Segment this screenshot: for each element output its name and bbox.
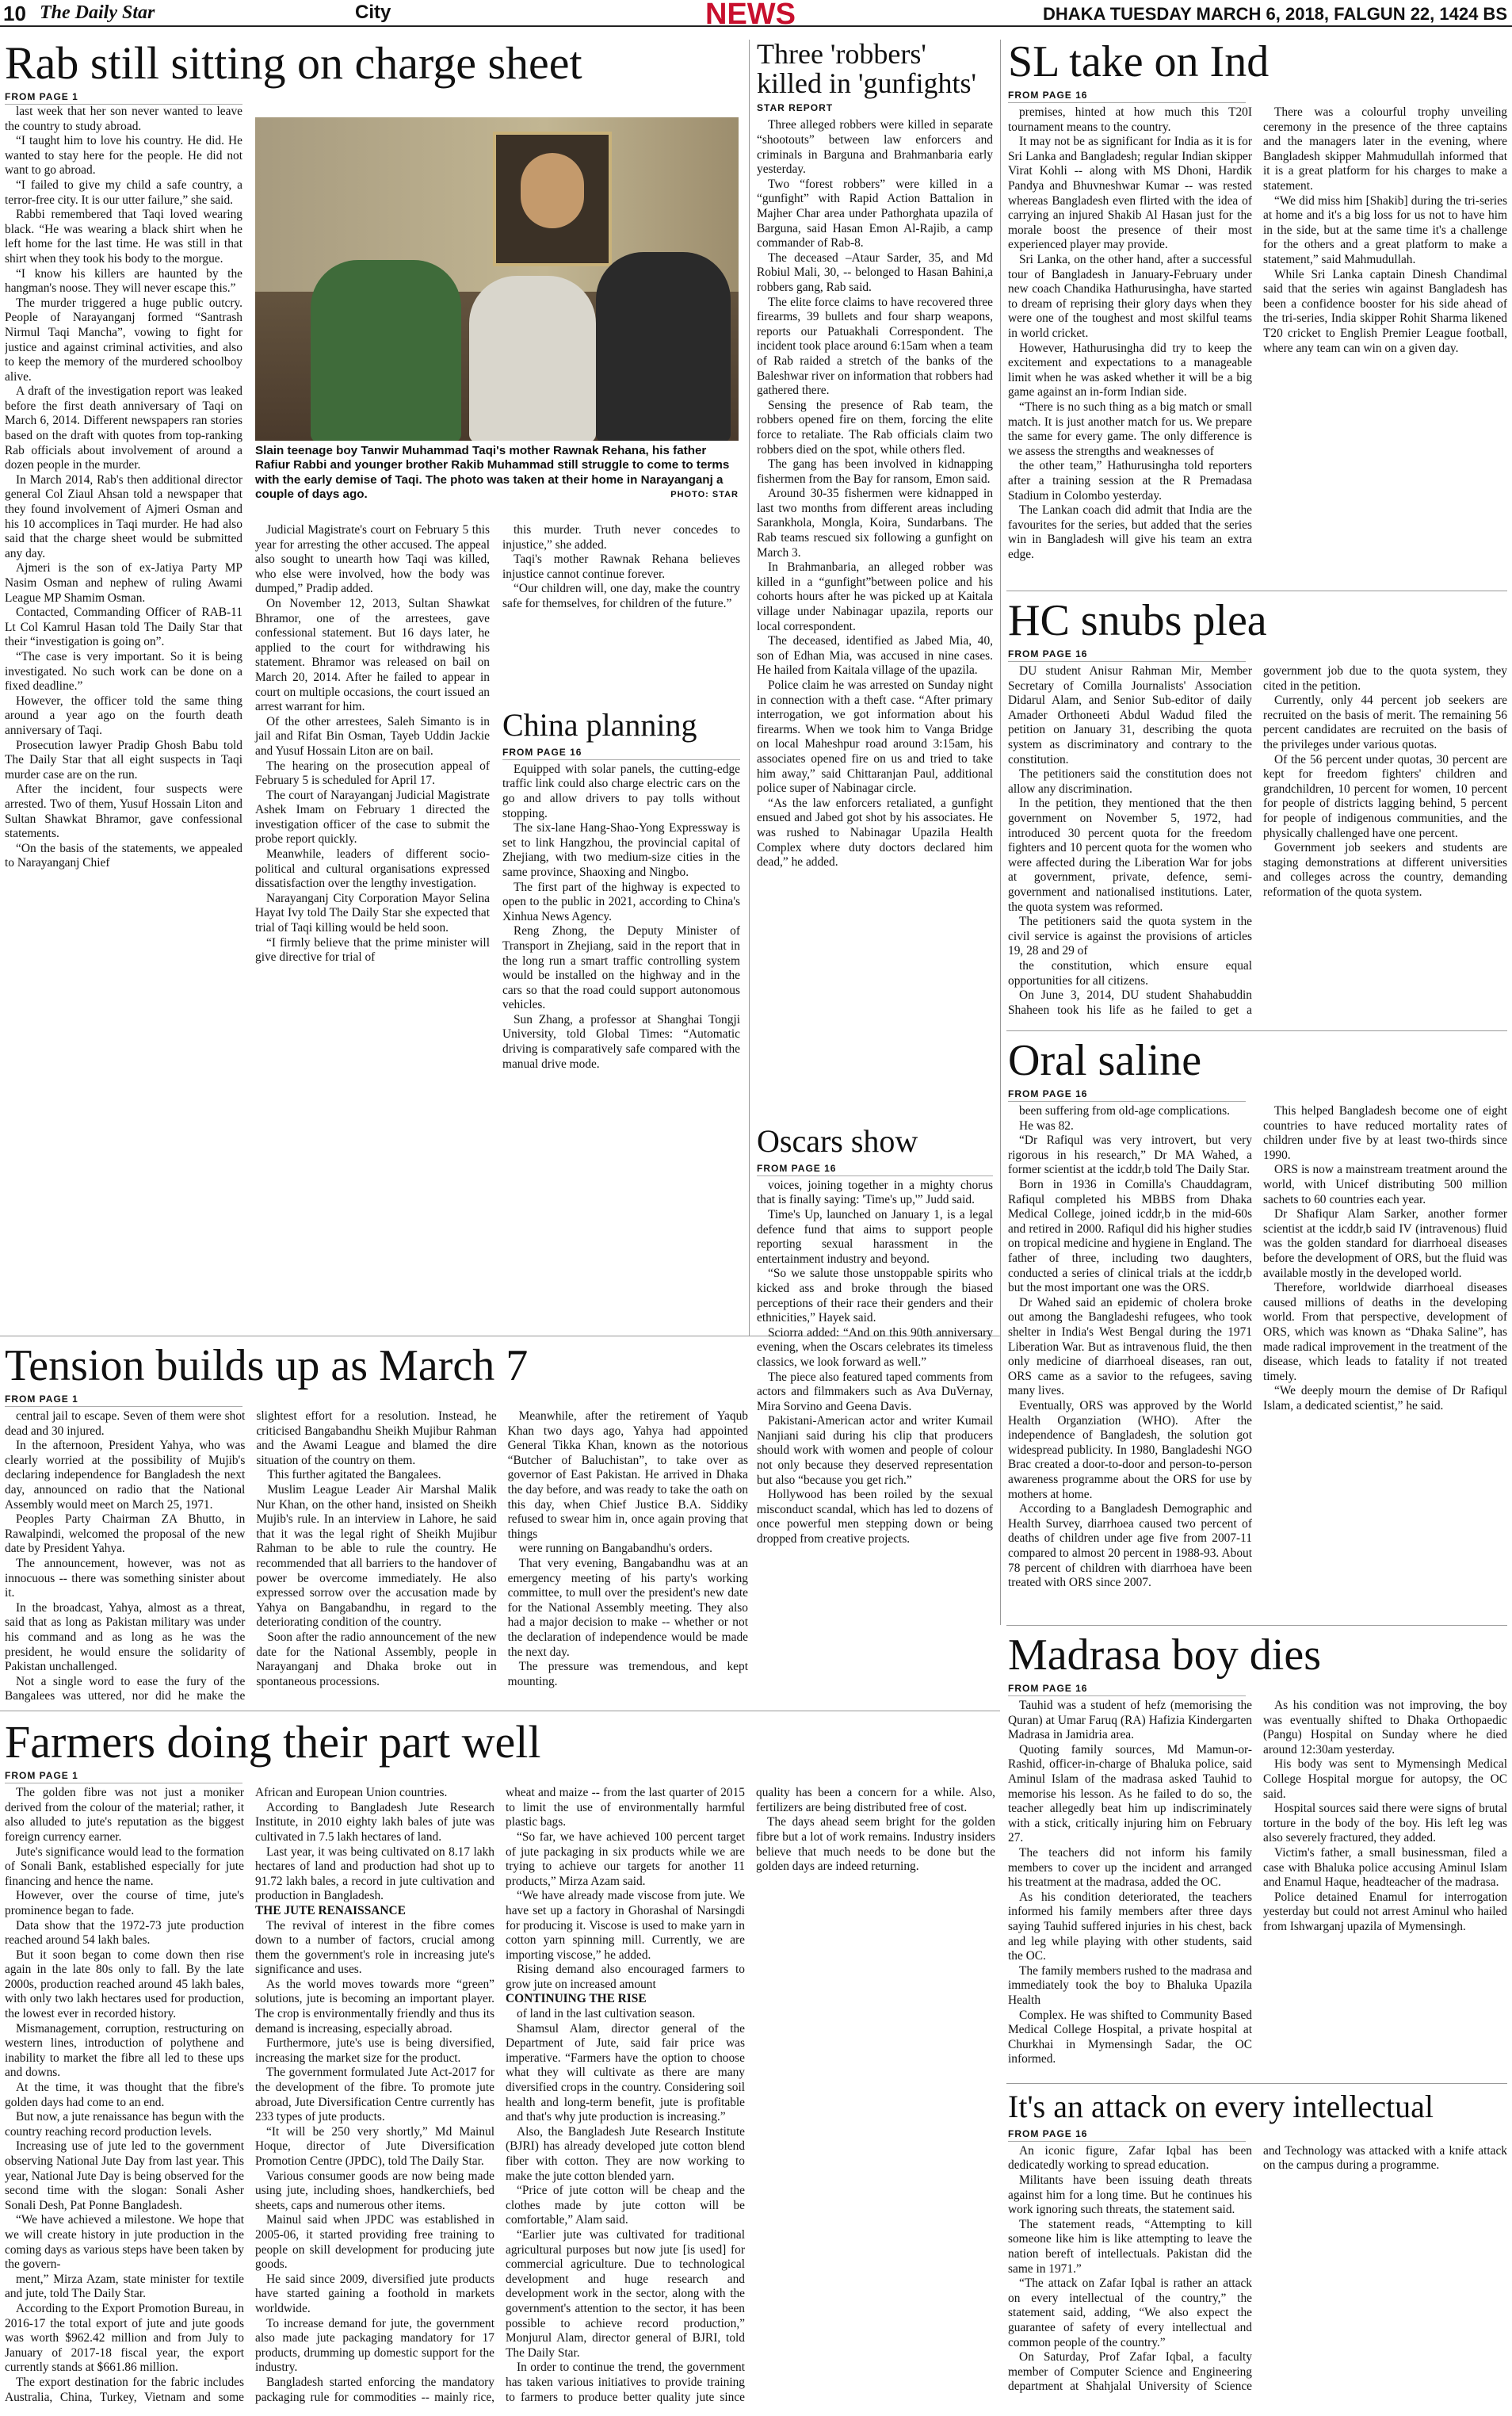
family-photo: [255, 117, 739, 441]
story-column: [502, 523, 740, 729]
row-rule: [1006, 1625, 1507, 1626]
paragraph: Rising demand also encouraged farmers to grow jute on increased amount: [506, 1963, 745, 1991]
paragraph: As his condition deteriorated, the teachers informed his family members after three days saying Tauhid suffered injuries in his chest, back and leg while playing with other students, said the OC.: [1008, 1890, 1252, 1963]
paragraph: However, over the course of time, jute's prominence began to fade.: [5, 1889, 244, 1917]
paragraph: Quoting family sources, Md Mamun-or-Rashid, officer-in-charge of Bhaluka police, said Aminul Islam of the madrasa asked Tauhid to memorise his lesson. As he failed to do so, the teacher allegedly beat him up indiscriminately with a stick, critically injuring him on February 27.: [1008, 1742, 1252, 1845]
paragraph: “We deeply mourn the demise of Dr Rafiqul Islam, a dedicated scientist,” he said.: [1263, 1384, 1507, 1413]
kicker: FROM PAGE 1: [5, 1393, 242, 1407]
paragraph: In March 2014, Rab's then additional director general Col Ziaul Ahsan told a newspaper that they found involvement of Ajmeri Osman and his 10 accomplices in Taqi murder. He had also said that the charge sheet would be submitted any day.: [5, 472, 242, 560]
paragraph: But it soon began to come down then rise again in the late 80s only to fall. By the late 2000s, production reached around 45 lakh bales, with only two lakh hectares used for production, the lowest ever in recorded history.: [5, 1948, 244, 2021]
paragraph: The piece also featured taped comments from actors and filmmakers such as Ava DuVernay, Mira Sorvino and Geena Davis.: [757, 1370, 993, 1413]
paragraph: Ajmeri is the son of ex-Jatiya Party MP Nasim Osman and nephew of ruling Awami League MP Shamim Osman.: [5, 561, 242, 605]
paragraph: On June 3, 2014, DU student Shahabuddin Shaheen took his life as he failed to get a government job due to the quota system, they cited in the petition.: [1008, 664, 1507, 1017]
kicker: FROM PAGE 16: [1008, 1088, 1246, 1102]
paragraph: Time's Up, launched on January 1, is a legal defence fund that aims to support people reporting sexual harassment in the entertainment industry and beyond.: [757, 1207, 993, 1266]
paragraph: In the petition, they mentioned that the then government on November 5, 1972, had introduced 30 percent quota for the freedom fighters and 10 percent quota for the women who were affected during the Liberation War for jobs at government, private, defence, semi-government and nationalised institutions. Later, the quota system was reformed.: [1008, 797, 1252, 914]
paragraph: “The case is very important. So it is being investigated. No such work can be done on a fixed deadline.”: [5, 649, 242, 694]
paragraph: The murder triggered a huge public outcry. People of Narayanganj formed “Santrash Nirmul Taqi Mancha”, vowing to fight for justice and against criminal activities, and also to keep the memory of the murdered schoolboy alive.: [5, 296, 242, 384]
headline: China planning: [502, 709, 697, 743]
paragraph: The Lankan coach did admit that India are the favourites for the series, but added that the series win in Bangladesh will give his team an extra edge.: [1008, 503, 1252, 561]
paragraph: “There is no such thing as a big match or small match. It is just another match for us. We prepare the same for every game. The only difference is we assess the strengths and weaknesses of: [1008, 399, 1252, 458]
paragraph: ment,” Mirza Azam, state minister for textile and jute, told The Daily Star.: [5, 2272, 244, 2301]
row-rule: [1006, 1030, 1507, 1031]
paragraph: Contacted, Commanding Officer of RAB-11 Lt Col Kamrul Hasan told The Daily Star that their “investigation is going on”.: [5, 606, 242, 649]
paragraph: DU student Anisur Rahman Mir, Member Secretary of Comilla Journalists' Association Didarul Alam, and Senior Sub-editor of daily Amader Orthoneeti Abdul Wadud filed the petition on January 31, describing the quota system as discriminatory and contrary to the constitution.: [1008, 664, 1252, 766]
paragraph: Hospital sources said there were signs of brutal torture in the body of the boy. His left leg was also severely fractured, they added.: [1263, 1802, 1507, 1845]
paragraph: Born in 1936 in Comilla's Chauddagram, Rafiqul completed his MBBS from Dhaka Medical College, joined icddr,b in the mid-60s and retired in 2000. Rafiqul did his higher studies on tropical medicine and hygiene in England. The father of three, including two daughters, conducted a series of clinical trials at the icddr,b but the most important one was the ORS.: [1008, 1178, 1252, 1295]
paragraph: Sri Lanka, on the other hand, after a successful tour of Bangladesh in January-February under new coach Chandika Hathurusingha, have started to dream of reprising their glory days when they were one of the toughest and most skilful teams in world cricket.: [1008, 253, 1252, 341]
story-tension: [5, 1344, 748, 1708]
paragraph: Dr Shafiqur Alam Sarker, another former scientist at the icddr,b said IV (intravenous) fluid was the golden standard for diarrhoeal diseases before the development of ORS, but the fluid was available mostly in the developed world.: [1263, 1207, 1507, 1280]
paragraph: “The attack on Zafar Iqbal is rather an attack on every intellectual of the country,” the statement said, adding, “We also expect the guarantee of safety of every intellectual and common people of the country.”: [1008, 2276, 1252, 2349]
page-number: 10: [3, 2, 26, 25]
story-hc: [1008, 598, 1507, 1026]
paragraph: A draft of the investigation report was leaked before the first death anniversary of Taqi on March 6, 2014. Different newspapers ran stories based on the draft with quotes from top-ranking Rab officials about involvement of around a dozen people in the murder.: [5, 384, 242, 472]
paragraph: His body was sent to Mymensingh Medical College Hospital morgue for autopsy, the OC said.: [1263, 1757, 1507, 1801]
headline: Rab still sitting on charge sheet: [5, 40, 582, 89]
byline: STAR REPORT: [757, 102, 834, 114]
section-label: City: [355, 2, 391, 23]
row-rule: [1006, 2083, 1507, 2084]
paragraph: Militants have been issuing death threats against him for a long time. But he continues his work ignoring such threats, the statement said.: [1008, 2173, 1252, 2217]
paragraph: As his condition was not improving, the boy was eventually shifted to Dhaka Orthopaedic (Pangu) Hospital on Sunday where he died around 12:30am yesterday.: [1263, 1699, 1507, 1757]
story-column: [5, 105, 242, 1325]
paragraph: the constitution, which ensure equal opportunities for all citizens.: [1008, 958, 1252, 988]
paragraph: According to a Bangladesh Demographic and Health Survey, diarrhoea caused two percent of deaths of children under age five from 2007-11 compared to almost 20 percent in 1988-93. About 78 percent of children with diarrhoea have been treated with ORS since 2007.: [1008, 1502, 1252, 1590]
paragraph: Various consumer goods are now being made using jute, including shoes, handkerchiefs, bed sheets, caps and numerous other items.: [255, 2169, 494, 2212]
paragraph: Victim's father, a small businessman, filed a case with Bhaluka police accusing Aminul Islam and Enamul Haque, headteacher of the madrasa.: [1263, 1846, 1507, 1890]
paragraph: The first part of the highway is expected to open to the public in 2021, according to China's Xinhua News Agency.: [502, 880, 740, 923]
story-columns: [5, 1786, 995, 2412]
paragraph: were running on Bangabandhu's orders.: [518, 1542, 712, 1556]
paragraph: “Earlier jute was cultivated for traditional agricultural purposes but now jute [is used] for commercial agriculture. Due to technological development and huge research and development work in the sector, along with the government's attention to the sector, it has been possible to achieve record production,” Monjurul Alam, director general of BJRI, told The Daily Star.: [506, 2227, 745, 2360]
paragraph: Reng Zhong, the Deputy Minister of Transport in Zhejiang, said in the report that in the long run a smart traffic controlling system would be installed on the highway and in the cars so that the road could support autonomous vehicles.: [502, 924, 740, 1012]
paragraph: Mismanagement, corruption, restructuring on western lines, introduction of polythene and inability to market the fibre all led to these ups and downs.: [5, 2021, 244, 2080]
headline: Oscars show: [757, 1126, 918, 1159]
paragraph: Police detained Enamul for interrogation yesterday but could not arrest Aminul who hailed from Ishwarganj upazila of Mymensingh.: [1263, 1890, 1507, 1934]
paragraph: On November 12, 2013, Sultan Shawkat Bhramor, one of the arrestees, gave confessional statement. But 16 days later, he applied to the court for withdrawing his statement. Bhramor was released on bail on March 20, 2014. After he failed to appear in court on multiple occasions, the court issued an arrest warrant for him.: [255, 596, 490, 714]
story-farmers: [5, 1718, 995, 2413]
paragraph: An iconic figure, Zafar Iqbal has been dedicatedly working to spread education.: [1008, 2143, 1252, 2173]
paragraph: Eventually, ORS was approved by the World Health Organziation (WHO). After the independence of Bangladesh, the solution got widespread publicity. In 1980, Bangladeshi NGO Brac created a door-to-door and person-to-person awareness programme about the ORS for use by mothers at home.: [1008, 1398, 1252, 1501]
paragraph: This helped Bangladesh become one of eight countries to have reduced mortality rates of children under five by at least two-thirds since 1990.: [1263, 1104, 1507, 1162]
paragraph: The deceased, identified as Jabed Mia, 40, son of Edhan Mia, was accused in nine cases. He hailed from Kaitala village of the upazila.: [757, 634, 993, 678]
paragraph: The petitioners said the quota system in the civil service is against the provisions of articles 19, 28 and 29 of: [1008, 915, 1252, 958]
paragraph: Soon after the radio announcement of the new date for the National Assembly, people in Narayanganj and Dhaka broke out in spontaneous processions.: [256, 1630, 497, 1688]
paragraph: The deceased –Ataur Sarder, 35, and Md Robiul Mali, 30, -- belonged to Hasan Bahini,a robbers gang, Rab said.: [757, 250, 993, 294]
paragraph: Complex. He was shifted to Community Based Medical College Hospital, a private hospital at Churkhai in Mymensingh Sadar, the OC informed.: [1008, 2008, 1252, 2066]
paragraph: At the time, it was thought that the fibre's golden days had come to an end.: [5, 2081, 244, 2109]
paragraph: Also, the Bangladesh Jute Research Institute (BJRI) has already developed jute cotton blend fiber with cotton. They are now working to make the jute cotton blended yarn.: [506, 2124, 745, 2183]
paragraph: Jute's significance would lead to the formation of Sonali Bank, established especially for jute financing and hence the name.: [5, 1844, 244, 1888]
paragraph: Muslim League Leader Air Marshal Malik Nur Khan, on the other hand, insisted on Sheikh Mujib's rule. In an interview in Lahore, he said that it was the legal right of Sheikh Mujibur Rahman to be able to rule the country. He recommended that all barriers to the handover of power be overcome immediately. He also expressed sorrow over the accusation made by Yahya on Bangabandhu, in regard to the deteriorating condition of the country.: [256, 1483, 497, 1630]
paragraph: The elite force claims to have recovered three firearms, 39 bullets and four sharp weapons, reports our Patuakhali Correspondent. The incident took place around 6:15am when a team of Rab raided a stretch of the banks of the Baleshwar river on information that robbers had gathered there.: [757, 295, 993, 398]
paragraph: The hearing on the prosecution appeal of February 5 is scheduled for April 17.: [255, 759, 490, 788]
paragraph: Meanwhile, after the retirement of Yaqub Khan two days ago, Yahya had appointed General Tikka Khan, known as the notorious “Butcher of Baluchistan”, to take over as governor of East Pakistan. He arrived in Dhaka the day before, and was ready to take the oath on this day, when Chief Justice B.A. Siddiky refused to swear him in, once again proving that things: [507, 1409, 748, 1541]
headline: It's an attack on every intellectual: [1008, 2091, 1434, 2124]
news-label: NEWS: [705, 0, 796, 31]
column-rule: [749, 40, 750, 1336]
father-figure: [469, 276, 596, 441]
story-china: [502, 709, 740, 1336]
story-sl: [1008, 40, 1507, 587]
caption-text: Slain teenage boy Tanwir Muhammad Taqi's mother Rawnak Rehana, his father Rafiur Rabbi and younger brother Rakib Muhammad still struggle to come to terms with the early demise of Taqi. The photo was taken at their home in Narayanganj a couple of days ago.: [255, 444, 730, 502]
kicker: FROM PAGE 16: [502, 747, 740, 760]
paragraph: Not a single word to ease the fury of the Bangalees was uttered, nor did he make the slightest effort for a resolution. Instead, he criticised Bangabandhu Sheikh Mujibur Rahman and the Awami League and blamed the dire situation of the country on them.: [5, 1409, 497, 1703]
story-column: [757, 118, 993, 1125]
story-columns: [1008, 1104, 1507, 1619]
paragraph: In Brahmanbaria, an alleged robber was killed in a “gunfight”between police and his cohorts hours after he was picked up at Kaitala village under Nabinagar upazila, reports our local correspondent.: [757, 560, 993, 633]
paragraph: “I know his killers are haunted by the hangman's noose. They will never escape this.”: [5, 266, 242, 296]
kicker: FROM PAGE 16: [1008, 1683, 1246, 1696]
portrait-face: [521, 153, 584, 228]
paragraph: “Our children will, one day, make the country safe for themselves, for children of the future.”: [502, 582, 740, 610]
paragraph: Sciorra added: “And on this 90th anniversary evening, when the Oscars celebrates its timeless classics, we look forward as well.”: [757, 1325, 993, 1369]
masthead-bar: [0, 0, 1512, 31]
newspaper-logo: The Daily Star: [40, 2, 155, 23]
paragraph: “We did miss him [Shakib] during the tri-series at home and it's a big loss for us not to have him in the side, but at the same time it's a challenge for the others and a great platform to make a statement,” said Mahmudullah.: [1263, 193, 1507, 267]
paragraph: ORS is now a mainstream treatment around the world, with Unicef distributing 500 million sachets to 60 countries each year.: [1263, 1163, 1507, 1206]
paragraph: “We have achieved a milestone. We hope that we will create history in jute production in the coming days as various steps have been taken by the govern-: [5, 2213, 244, 2272]
story-columns: [1008, 664, 1507, 1025]
story-attack: [1008, 2091, 1507, 2413]
headline: Three 'robbers' killed in 'gunfights': [757, 40, 976, 99]
paragraph: Sensing the presence of Rab team, the robbers opened fire on them, forcing the elite force to retaliate. The Rab officials claim two robbers died on the spot, while others fled.: [757, 398, 993, 457]
paragraph: Sun Zhang, a professor at Shanghai Tongji University, told Global Times: “Automatic driving is comparatively safe compared with the manual drive mode.: [502, 1012, 740, 1071]
paragraph: “I firmly believe that the prime minister will give directive for trial of: [255, 935, 490, 965]
paragraph: Mainul said when JPDC was established in 2005-06, it started providing free training to people on skill development for producing jute goods.: [255, 2213, 494, 2272]
story-column: [502, 763, 740, 1317]
paragraph: The teachers did not inform his family members to cover up the incident and arranged his treatment at the madrasa, added the OC.: [1008, 1846, 1252, 1890]
paragraph: Narayanganj City Corporation Mayor Selina Hayat Ivy told The Daily Star she expected that trial of Taqi killing would be held soon.: [255, 891, 490, 935]
headline: SL take on Ind: [1008, 40, 1270, 86]
paragraph: Increasing use of jute led to the government observing National Jute Day from last year. This year, National Jute Day is being observed for the second time with the slogan: Sonali Asher Sonali Desh, Pat Ponne Bangladesh.: [5, 2139, 244, 2212]
paragraph: The golden fibre was not just a moniker derived from the colour of the material; rather, it also alluded to jute's reputation as the biggest foreign currency earner.: [5, 1786, 244, 1844]
paragraph: “I failed to give my child a safe country, a terror-free city. It is our utter failure,” she said.: [5, 178, 242, 207]
paragraph: Peoples Party Chairman ZA Bhutto, in Rawalpindi, welcomed the proposal of the new date by President Yahya.: [5, 1512, 246, 1556]
paragraph: Pakistani-American actor and writer Kumail Nanjiani said during his clip that producers should work with women and people of colour not only because they deserved representation but also “because you get rich.”: [757, 1414, 993, 1487]
paragraph: Three alleged robbers were killed in separate “shootouts” between law enforcers and criminals in Barguna and Brahmanbaria early yesterday.: [757, 118, 993, 177]
paragraph: Shamsul Alam, director general of the Department of Jute, said fair price was imperative. “Farmers have the option to choose what they will cultivate as there are many diversified crops in the country. Considering soil health and long-term benefit, jute is profitable and that's why jute production is increasing.”: [506, 2021, 745, 2124]
paragraph: The announcement, however, was not as innocuous -- there was something sinister about it.: [5, 1557, 246, 1600]
paragraph: “Dr Rafiqul was very introvert, but very rigorous in his research,” Dr MA Wahed, a former scientist at the icddr,b told The Daily Star.: [1008, 1133, 1252, 1177]
paragraph: He was 82.: [1019, 1118, 1074, 1133]
paragraph: Police claim he was arrested on Sunday night in connection with a theft case. “After primary interrogation, we got information about his firearms. When we took him to Vanga Bridge on local Maheshpur road around 3:15am, his associates opened fire on us and tried to take him away,” said Chittaranjan Paul, additional police super of Nabinagar circle.: [757, 679, 993, 796]
paragraph: To increase demand for jute, the government also made jute packaging mandatory for 17 products, drumming up domestic support for the industry.: [255, 2316, 494, 2375]
story-madrasa: [1008, 1633, 1507, 2081]
paragraph: Government job seekers and students are staging demonstrations at different universities and colleges across the country, demanding reformation of the quota system.: [1263, 841, 1507, 900]
story-columns: [1008, 1699, 1507, 2079]
paragraph: Rabbi remembered that Taqi loved wearing black. “He was wearing a black shirt when he left home for the last time. He was still in that shirt when they took his body to the morgue.: [5, 208, 242, 266]
photo-credit: PHOTO: STAR: [670, 490, 739, 500]
paragraph: Of the 56 percent under quotas, 30 percent are kept for freedom fighters' children and grandchildren, 10 percent for women, 10 percent for people of districts lagging behind, 5 percent for people of indigenous communities, and the physically challenged have one percent.: [1263, 752, 1507, 840]
kicker: FROM PAGE 1: [5, 1770, 242, 1783]
paragraph: the other team,” Hathurusingha told reporters after a training session at the R Premadasa Stadium in Colombo yesterday.: [1008, 459, 1252, 503]
paragraph: of land in the last cultivation season.: [517, 2007, 696, 2021]
paragraph: In the broadcast, Yahya, almost as a threat, said that as long as Pakistan military was under his command and as long as he was the president, he would ensure the solidarity of Pakistan unchallenged.: [5, 1600, 246, 1674]
paragraph: Prosecution lawyer Pradip Ghosh Babu told The Daily Star that all eight suspects in Taqi murder case are on the run.: [5, 738, 242, 782]
story-oscars: [757, 1126, 993, 1712]
paragraph: After the incident, four suspects were arrested. Two of them, Yusuf Hossain Liton and Sultan Shawkat Bhramor, gave confessional statements.: [5, 782, 242, 841]
paragraph: Last year, it was being cultivated on 8.17 lakh hectares of land and production had shot up to 91.72 lakh bales, a record in jute cultivation and production in Bangladesh.: [255, 1844, 494, 1903]
story-oral-saline: [1008, 1038, 1507, 1621]
paragraph: Around 30-35 fishermen were kidnapped in last two months from different areas including Sarankhola, Mongla, Koira, Sundarbans. The Rab teams rescued six following a gunfight on March 3.: [757, 487, 993, 560]
paragraph: However, Hathurusingha did try to keep the excitement and expectations to a manageable limit when he was asked whether it will be a big game against an in-form Indian side.: [1008, 341, 1252, 399]
paragraph: There was a colourful trophy unveiling ceremony in the presence of the three captains and the managers later in the evening, where Bangladesh skipper Mahmudullah informed that it is a great platform for his charges to make a statement.: [1263, 105, 1507, 193]
paragraph: Taqi's mother Rawnak Rehana believes injustice cannot continue forever.: [502, 552, 740, 581]
paragraph: The pressure was tremendous, and kept mounting.: [507, 1660, 748, 1688]
headline: Tension builds up as March 7: [5, 1344, 529, 1390]
paragraph: It may not be as significant for India as it is for Sri Lanka and Bangladesh; regular Indian skipper Virat Kohli -- along with MS Dhoni, Hardik Pandya and Bhuvneshwar Kumar -- was rested whereas Bangladesh even flirted with the idea of carrying an injured Shakib Al Hasan just for the morale boost the presence of their most experienced player may provide.: [1008, 135, 1252, 252]
story-columns: [1008, 105, 1507, 581]
paragraph: voices, joining together in a mighty chorus that is finally saying: 'Time's up,'” Judd said.: [757, 1178, 993, 1207]
paragraph: This further agitated the Bangalees.: [267, 1468, 441, 1482]
paragraph: Meanwhile, leaders of different socio-political and cultural organisations expressed dissatisfaction over the lengthy investigation.: [255, 847, 490, 891]
headline: HC snubs plea: [1008, 598, 1267, 645]
paragraph: “Price of jute cotton will be cheap and the clothes made by jute cotton will be comfortable,” Alam said.: [506, 2184, 745, 2227]
story-columns: [5, 1409, 748, 1707]
dateline: DHAKA TUESDAY MARCH 6, 2018, FALGUN 22, 1424 BS: [1042, 4, 1507, 24]
paragraph: Equipped with solar panels, the cutting-edge traffic link could also charge electric cars on the go and allow drivers to pay tolls without stopping.: [502, 762, 740, 820]
paragraph: last week that her son never wanted to leave the country to study abroad.: [5, 105, 242, 133]
paragraph: this murder. Truth never concedes to injustice,” she added.: [502, 523, 740, 552]
headline: Madrasa boy dies: [1008, 1633, 1322, 1680]
mother-figure: [311, 260, 461, 441]
subheading: THE JUTE RENAISSANCE: [255, 1903, 406, 1917]
story-columns: [1008, 2144, 1507, 2410]
paragraph: Therefore, worldwide diarrhoeal diseases caused millions of deaths in the developing world. From that perspective, development of ORS, which was known as “Dhaka Saline”, has made radical improvement in the treatment of the disease, which leads to fatality if not treated timely.: [1263, 1281, 1507, 1383]
paragraph: As the world moves towards more “green” solutions, jute is becoming an important player. The crop is environmentally friendly and thus its demand is increasing, especially abroad.: [255, 1977, 494, 2036]
kicker: FROM PAGE 16: [1008, 2128, 1246, 2142]
paragraph: According to Bangladesh Jute Research Institute, in 2010 eighty lakh bales of jute was cultivated in 7.5 lakh hectares of land.: [255, 1800, 494, 1844]
paragraph: The petitioners said the constitution does not allow any discrimination.: [1008, 767, 1252, 796]
paragraph: Currently, only 44 percent job seekers are recruited on the basis of merit. The remaining 56 percent candidates are recruited on the basis of the privileges under various quotas.: [1263, 694, 1507, 752]
paragraph: The six-lane Hang-Shao-Yong Expressway is set to link Hangzhou, the provincial capital of Zhejiang, with two medium-size cities in the same province, Shaoxing and Ningbo.: [502, 821, 740, 879]
paragraph: Tauhid was a student of hefz (memorising the Quran) at Umar Faruq (RA) Hafizia Kindergarten Madrasa in Jamidria area.: [1008, 1699, 1252, 1742]
paragraph: The days ahead seem bright for the golden fibre but a lot of work remains. Industry insiders believe that much needs to be done but the golden days are indeed returning.: [756, 1815, 995, 1874]
paragraph: premises, hinted at how much this T20I tournament means to the country.: [1008, 105, 1252, 134]
paragraph: That very evening, Bangabandhu was at an emergency meeting of his party's working committee, to mull over the president's new date for the National Assembly meeting. They also had a major decision to make -- whether or not the declaration of independence would be made the next day.: [507, 1557, 748, 1659]
headline: Farmers doing their part well: [5, 1718, 541, 1768]
paragraph: central jail to escape. Seven of them were shot dead and 30 injured.: [5, 1409, 246, 1438]
paragraph: been suffering from old-age complications.: [1019, 1104, 1230, 1118]
paragraph: The gang has been involved in kidnapping fishermen from the Bay for ransom, Emon said.: [757, 457, 993, 486]
paragraph: In order to continue the trend, the government has taken various initiatives to provide training to farmers to produce better quality jute since quality has been a concern for a while. Also, fertilizers are being distributed free of cost.: [506, 1786, 995, 2404]
brother-figure: [596, 252, 731, 441]
paragraph: “As the law enforcers retaliated, a gunfight ensued and Jabed got shot by his associates. He was rushed to Nabinagar Upazila Health Complex where duty doctors declared him dead,” he added.: [757, 796, 993, 870]
story-robbers: [757, 40, 993, 1126]
subheading: CONTINUING THE RISE: [506, 1992, 647, 2006]
paragraph: The statement reads, “Attempting to kill someone like him is like attempting to leave the nation bereft of intellectuals. Pakistan did the same in 1971.”: [1008, 2217, 1252, 2276]
paragraph: “So we salute those unstoppable spirits who kicked ass and broke through the biased perceptions of their race their genders and their ethnicities,” Hayek said.: [757, 1267, 993, 1325]
photo-caption: [255, 444, 739, 503]
paragraph: Judicial Magistrate's court on February 5 this year for arresting the other accused. The appeal also sought to unearth how Taqi was killed, who else were involved, how the body was dumped,” Pradip added.: [255, 523, 490, 596]
paragraph: Bangladesh started enforcing the mandatory packaging rule for commodities -- mainly rice, wheat and maize -- from the last quarter of 2015 to limit the use of environmentally harmful plastic bags.: [255, 1786, 745, 2404]
paragraph: In the afternoon, President Yahya, who was clearly worried at the possibility of Mujib's declaring independence for Bangladesh the next day, announced on radio that the National Assembly would meet on March 25, 1971.: [5, 1439, 246, 1512]
paragraph: He said since 2009, diversified jute products have started gaining a foothold in markets worldwide.: [255, 2272, 494, 2315]
paragraph: Two “forest robbers” were killed in a “gunfight” with Rapid Action Battalion in Majher Char area under Pathorghata upazila of Barguna, said Hasan Emon Al-Rajib, a camp commander of Rab-8.: [757, 177, 993, 250]
paragraph: Data show that the 1972-73 jute production reached around 54 lakh bales.: [5, 1918, 244, 1948]
paragraph: “On the basis of the statements, we appealed to Narayanganj Chief: [5, 841, 242, 870]
kicker: FROM PAGE 1: [5, 91, 242, 105]
paragraph: While Sri Lanka captain Dinesh Chandimal said that the series win against Bangladesh has been a confidence booster for his side ahead of the tri-series, India skipper Rohit Sharma likened T20 cricket to English Premier League football, where any team can win on a given day.: [1263, 267, 1507, 355]
paragraph: Furthermore, jute's use is being diversified, increasing the market size for the product.: [255, 2036, 494, 2065]
paragraph: But now, a jute renaissance has begun with the country reaching record production levels.: [5, 2110, 244, 2139]
paragraph: The court of Narayanganj Judicial Magistrate Ashek Imam on February 1 directed the investigation officer of the case to submit the probe report quickly.: [255, 788, 490, 847]
kicker: FROM PAGE 16: [1008, 90, 1246, 103]
paragraph: “It will be 250 very shortly,” Md Mainul Hoque, director of Jute Diversification Promotion Centre (JPDC), told The Daily Star.: [255, 2124, 494, 2168]
paragraph: Hollywood has been roiled by the sexual misconduct scandal, which has led to dozens of once powerful men stepping down or being dropped from creative projects.: [757, 1488, 993, 1546]
paragraph: However, the officer told the same thing around a year ago on the fourth death anniversary of Taqi.: [5, 694, 242, 737]
paragraph: The revival of interest in the fibre comes down to a number of factors, crucial among them the government's role in increasing jute's significance and uses.: [255, 1918, 494, 1977]
paragraph: Dr Wahed said an epidemic of cholera broke out among the Bangladeshi refugees, who took shelter in India's West Bengal during the 1971 Liberation War. But as intravenous fluid, the then only medicine of diarrhoeal diseases, ran out, ORS came as a savior to the refugees, saving many lives.: [1008, 1295, 1252, 1398]
paragraph: The government formulated Jute Act-2017 for the development of the fibre. To promote jute abroad, Jute Diversification Centre currently has 233 types of jute products.: [255, 2066, 494, 2124]
paragraph: “We have already made viscose from jute. We have set up a factory in Ghorashal of Narsingdi for producing it. Viscose is used to make yarn in cotton yarn spinning mill. Currently, we are importing viscose,” he added.: [506, 1889, 745, 1962]
column-rule: [1000, 40, 1001, 1625]
paragraph: “I taught him to love his country. He did. He wanted to stay here for the people. He did not want to go abroad.: [5, 134, 242, 178]
paragraph: “So far, we have achieved 100 percent target of jute packaging in six products while we are trying to achieve our targets for another 11 products,” Mirza Azam said.: [506, 1829, 745, 1888]
paragraph: The family members rushed to the madrasa and immediately took the boy to Bhaluka Upazila Health: [1008, 1963, 1252, 2007]
kicker: FROM PAGE 16: [1008, 648, 1246, 662]
paragraph: On Saturday, Prof Zafar Iqbal, a faculty member of Computer Science and Engineering department at Shahjalal University of Science and Technology was attacked with a knife attack on the campus during a programme.: [1008, 2143, 1507, 2394]
headline: Oral saline: [1008, 1038, 1202, 1085]
paragraph: The export destination for the fabric includes Australia, China, Turkey, Vietnam and some African and European Union countries.: [5, 1786, 448, 2404]
kicker: FROM PAGE 16: [757, 1163, 993, 1176]
paragraph: Of the other arrestees, Saleh Simanto is in jail and Rifat Bin Osman, Tayeb Uddin Jackie and Yusuf Hossain Liton are on bail.: [255, 714, 490, 758]
story-column: [255, 523, 490, 1324]
story-column: [757, 1179, 993, 1702]
paragraph: According to the Export Promotion Bureau, in 2016-17 the total export of jute and jute goods was worth $962.42 million and from July to January of 2017-18 fiscal year, the export currently stands at $661.86 million.: [5, 2301, 244, 2375]
